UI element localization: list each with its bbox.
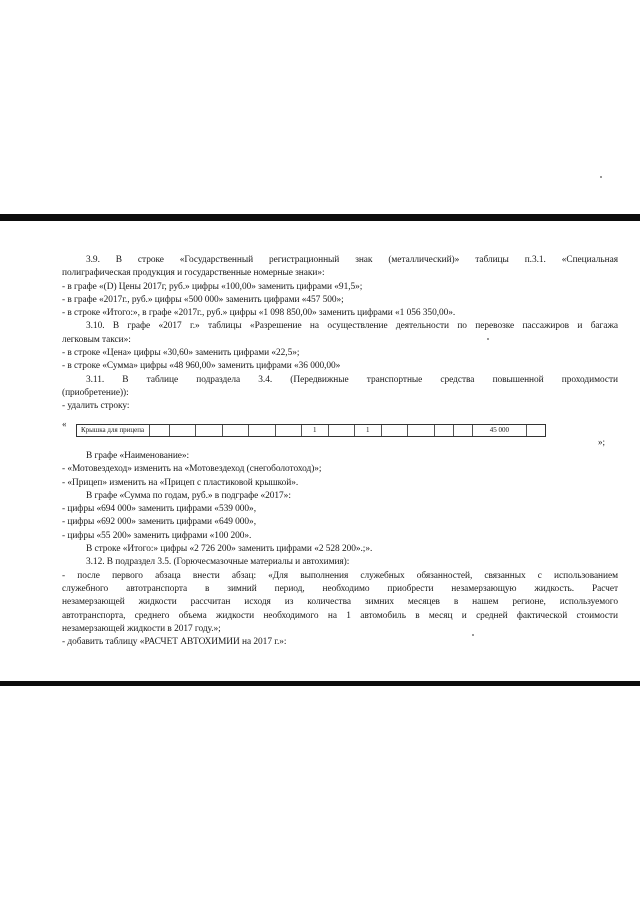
table-cell xyxy=(454,425,473,436)
paragraph-3-11-line: 3.11. В таблице подраздела 3.4. (Передвижные транспортные средства повышенной проходимости xyxy=(86,374,618,385)
paragraph-3-10-line: 3.10. В графе «2017 г.» таблицы «Разрешение на осуществление деятельности по перевозке пассажиров и багажа xyxy=(86,321,618,332)
table-cell: 1 xyxy=(302,425,329,436)
list-item: - добавить таблицу «РАСЧЕТ АВТОХИМИИ на 2017 г.»: xyxy=(62,637,287,648)
table-cell xyxy=(435,425,454,436)
list-item: - цифры «694 000» заменить цифрами «539 000», xyxy=(62,504,256,515)
table-cell xyxy=(223,425,250,436)
list-item: - «Прицеп» изменить на «Прицеп с пластиковой крышкой». xyxy=(62,477,299,488)
table-cell xyxy=(196,425,223,436)
paragraph-3-11-line: (приобретение)): xyxy=(62,387,129,398)
table-cell-value: 45 000 xyxy=(473,425,527,436)
paragraph-3-12-line: - после первого абзаца внести абзац: «Для выполнения служебных обязанностей, связанных с использованием xyxy=(62,570,618,581)
paragraph-line: В графе «Наименование»: xyxy=(86,451,190,461)
scan-speck xyxy=(600,176,602,178)
scan-border-top xyxy=(0,214,640,221)
document-body-continued xyxy=(62,450,618,649)
list-item: - в графе «2017г., руб.» цифры «500 000» заменить цифрами «457 500»; xyxy=(62,294,344,305)
paragraph-3-10-line: легковым такси»: xyxy=(62,334,131,345)
table-cell xyxy=(527,425,545,436)
list-item: - в строке «Сумма» цифры «48 960,00» заменить цифрами «36 000,00» xyxy=(62,361,341,372)
list-item: - удалить строку: xyxy=(62,401,130,412)
list-item: - в строке «Итого:», в графе «2017г., руб.» цифры «1 098 850,00» заменить цифрами «1 056 350,00». xyxy=(62,308,456,319)
open-quote: « xyxy=(62,419,67,429)
list-item: - цифры «55 200» заменить цифрами «100 200». xyxy=(62,530,252,541)
table-cell: 1 xyxy=(355,425,382,436)
paragraph-3-12-line: автотранспорта, среднего объема жидкости необходимого на 1 автомобиль в месяц и средней фактической стоимости xyxy=(62,610,618,621)
paragraph-3-12-line: незамерзающей жидкости в 2017 году.»; xyxy=(62,623,221,634)
paragraph-3-9-line: полиграфическая продукция и государственные номерные знаки»: xyxy=(62,268,325,279)
table-cell xyxy=(382,425,409,436)
paragraph-line: В строке «Итого:» цифры «2 726 200» заменить цифрами «2 528 200».;». xyxy=(86,544,373,555)
close-quote: »; xyxy=(598,437,606,447)
table-cell xyxy=(408,425,435,436)
list-item: - «Мотовездеход» изменить на «Мотовездеход (снегоболотоход)»; xyxy=(62,464,322,475)
table-cell-name: Крышка для прицепа xyxy=(77,425,150,436)
paragraph-3-9-line: 3.9. В строке «Государственный регистрационный знак (металлический)» таблицы п.3.1. «Специальная xyxy=(86,255,618,265)
paragraph-3-12-line: незамерзающей жидкости рассчитан исходя из количества зимних месяцев в нашем регионе, используемого xyxy=(62,597,618,608)
list-item: - в графе «(D) Цены 2017г, руб.» цифры «100,00» заменить цифрами «91,5»; xyxy=(62,281,363,292)
list-item: - в строке «Цена» цифры «30,60» заменить цифрами «22,5»; xyxy=(62,348,300,359)
table-cell xyxy=(249,425,276,436)
paragraph-line: В графе «Сумма по годам, руб.» в подграфе «2017»: xyxy=(86,490,291,501)
table-cell xyxy=(329,425,356,436)
table-cell xyxy=(276,425,303,436)
paragraph-3-12-line: 3.12. В подраздел 3.5. (Горючесмазочные материалы и автохимия): xyxy=(86,557,350,568)
document-body xyxy=(62,254,618,414)
list-item: - цифры «692 000» заменить цифрами «649 000», xyxy=(62,517,256,528)
table-cell xyxy=(170,425,197,436)
deleted-table-row xyxy=(76,424,546,437)
table-cell xyxy=(150,425,169,436)
scan-border-bottom xyxy=(0,681,640,686)
paragraph-3-12-line: служебного автотранспорта в зимний период, необходимо приобрести незамерзающую жидкость. Расчет xyxy=(62,583,618,594)
